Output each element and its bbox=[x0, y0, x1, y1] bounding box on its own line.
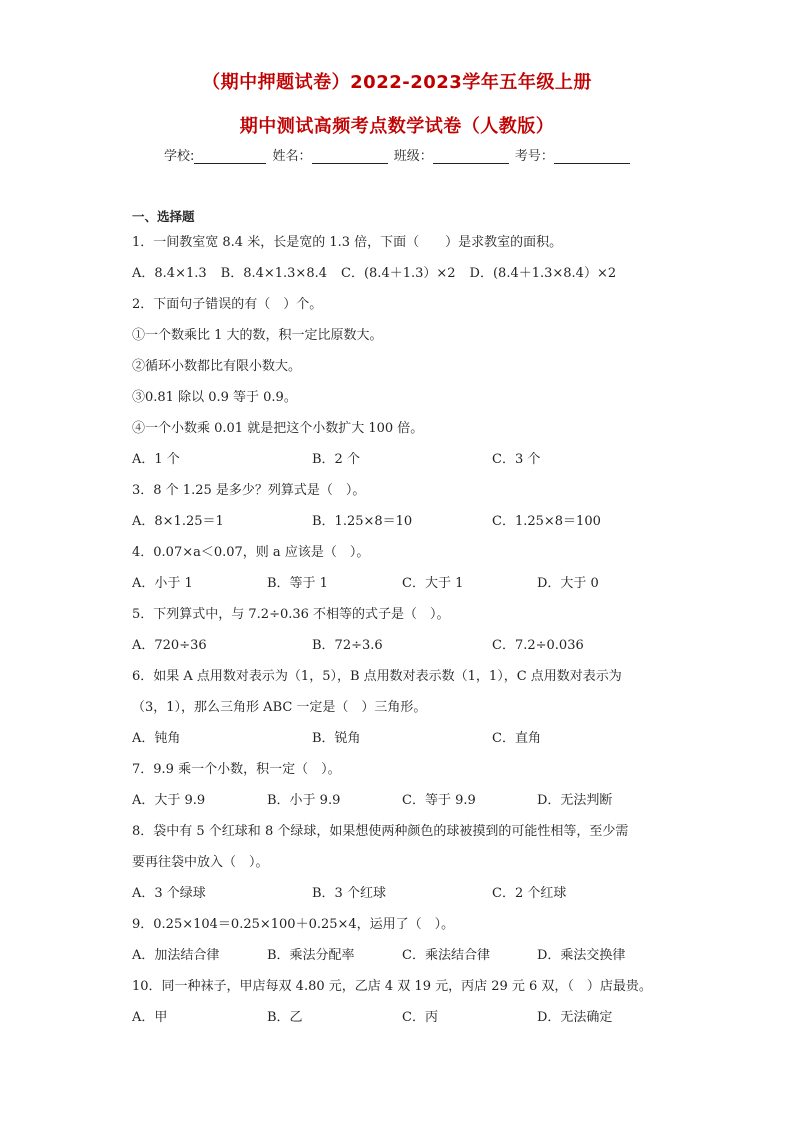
question-6-options bbox=[132, 723, 672, 754]
question-6-line-2: （3，1），那么三角形 ABC 一定是（ ）三角形。 bbox=[132, 700, 427, 715]
option-b: B．1.25×8＝10 bbox=[312, 514, 413, 529]
option-c: C．大于 1 bbox=[402, 576, 464, 591]
question-10: 10．同一种袜子，甲店每双 4.80 元，乙店 4 双 19 元，丙店 29 元 6 双，（ ）店最贵。 bbox=[132, 979, 652, 994]
question-2: 2．下面句子错误的有（ ）个。 bbox=[132, 297, 323, 312]
option-b: B．2 个 bbox=[312, 452, 360, 467]
option-a: A．8×1.25＝1 bbox=[132, 514, 224, 529]
question-8-line-1: 8．袋中有 5 个红球和 8 个绿球，如果想使两种颜色的球被摸到的可能性相等，至少需 bbox=[132, 824, 629, 839]
question-6-line-1: 6．如果 A 点用数对表示为（1，5），B 点用数对表示数（1，1），C 点用数对表示为 bbox=[132, 669, 622, 684]
question-4-options bbox=[132, 568, 672, 599]
option-b: B．3 个红球 bbox=[312, 886, 386, 901]
question-2-options bbox=[132, 444, 672, 475]
option-c: C．直角 bbox=[492, 731, 541, 746]
option-b: B．锐角 bbox=[312, 731, 361, 746]
question-10-options bbox=[132, 1002, 672, 1033]
exam-number-label: 考号： bbox=[514, 149, 554, 164]
section-heading: 一、选择题 bbox=[132, 209, 195, 224]
option-a: A．甲 bbox=[132, 1010, 168, 1025]
question-3-options bbox=[132, 506, 672, 537]
option-c: C．(8.4＋1.3）×2 bbox=[341, 266, 456, 281]
option-c: C．7.2÷0.036 bbox=[492, 638, 584, 653]
statement-4: ④一个小数乘 0.01 就是把这个小数扩大 100 倍。 bbox=[132, 421, 424, 436]
option-c: C．3 个 bbox=[492, 452, 541, 467]
name-blank bbox=[312, 149, 388, 164]
option-a: A．720÷36 bbox=[132, 638, 207, 653]
option-a: A．8.4×1.3 bbox=[132, 266, 207, 281]
option-d: D．无法判断 bbox=[537, 793, 613, 808]
question-1: 1．一间教室宽 8.4 米，长是宽的 1.3 倍，下面（ ）是求教室的面积。 bbox=[132, 235, 563, 250]
question-9: 9．0.25×104＝0.25×100＋0.25×4，运用了（ ）。 bbox=[132, 917, 455, 932]
option-d: D．乘法交换律 bbox=[537, 948, 626, 963]
option-a: A．小于 1 bbox=[132, 576, 193, 591]
question-7: 7．9.9 乘一个小数，积一定（ ）。 bbox=[132, 762, 341, 777]
school-label: 学校: bbox=[164, 149, 195, 164]
option-c: C．1.25×8＝100 bbox=[492, 514, 601, 529]
option-b: B．72÷3.6 bbox=[312, 638, 383, 653]
option-b: B．小于 9.9 bbox=[267, 793, 341, 808]
question-4: 4．0.07×a＜0.07，则 a 应该是（ ）。 bbox=[132, 545, 370, 560]
statement-3: ③0.81 除以 0.9 等于 0.9。 bbox=[132, 390, 297, 405]
option-b: B．乘法分配率 bbox=[267, 948, 355, 963]
option-c: C．乘法结合律 bbox=[402, 948, 490, 963]
statement-2: ②循环小数都比有限小数大。 bbox=[132, 359, 302, 374]
option-d: D．(8.4＋1.3×8.4）×2 bbox=[469, 266, 617, 281]
option-a: A．钝角 bbox=[132, 731, 181, 746]
option-c: C．等于 9.9 bbox=[402, 793, 476, 808]
class-blank bbox=[433, 149, 509, 164]
question-9-options bbox=[132, 940, 672, 971]
name-label: 姓名： bbox=[272, 149, 312, 164]
option-d: D．无法确定 bbox=[537, 1010, 613, 1025]
school-blank bbox=[194, 149, 266, 164]
statement-1: ①一个数乘比 1 大的数，积一定比原数大。 bbox=[132, 328, 383, 343]
question-list bbox=[132, 207, 672, 1033]
option-a: A．大于 9.9 bbox=[132, 793, 206, 808]
question-7-options bbox=[132, 785, 672, 816]
option-b: B．8.4×1.3×8.4 bbox=[220, 266, 328, 281]
option-d: D．大于 0 bbox=[537, 576, 599, 591]
option-c: C．丙 bbox=[402, 1010, 438, 1025]
title-line-2: 期中测试高频考点数学试卷（人教版） bbox=[239, 116, 555, 137]
option-a: A．1 个 bbox=[132, 452, 180, 467]
title-line-1: （期中押题试卷）2022-2023学年五年级上册 bbox=[202, 72, 592, 93]
option-a: A．3 个绿球 bbox=[132, 886, 206, 901]
option-b: B．乙 bbox=[267, 1010, 303, 1025]
question-8-options bbox=[132, 878, 672, 909]
question-1-options bbox=[132, 258, 672, 289]
option-b: B．等于 1 bbox=[267, 576, 328, 591]
option-a: A．加法结合律 bbox=[132, 948, 220, 963]
question-5-options bbox=[132, 630, 672, 661]
student-info-row bbox=[164, 145, 632, 164]
question-3: 3．8 个 1.25 是多少？列算式是（ ）。 bbox=[132, 483, 366, 498]
class-label: 班级： bbox=[393, 149, 433, 164]
question-8-line-2: 要再往袋中放入（ ）。 bbox=[132, 855, 269, 870]
question-5: 5．下列算式中，与 7.2÷0.36 不相等的式子是（ ）。 bbox=[132, 607, 450, 622]
option-c: C．2 个红球 bbox=[492, 886, 567, 901]
exam-number-blank bbox=[554, 149, 630, 164]
